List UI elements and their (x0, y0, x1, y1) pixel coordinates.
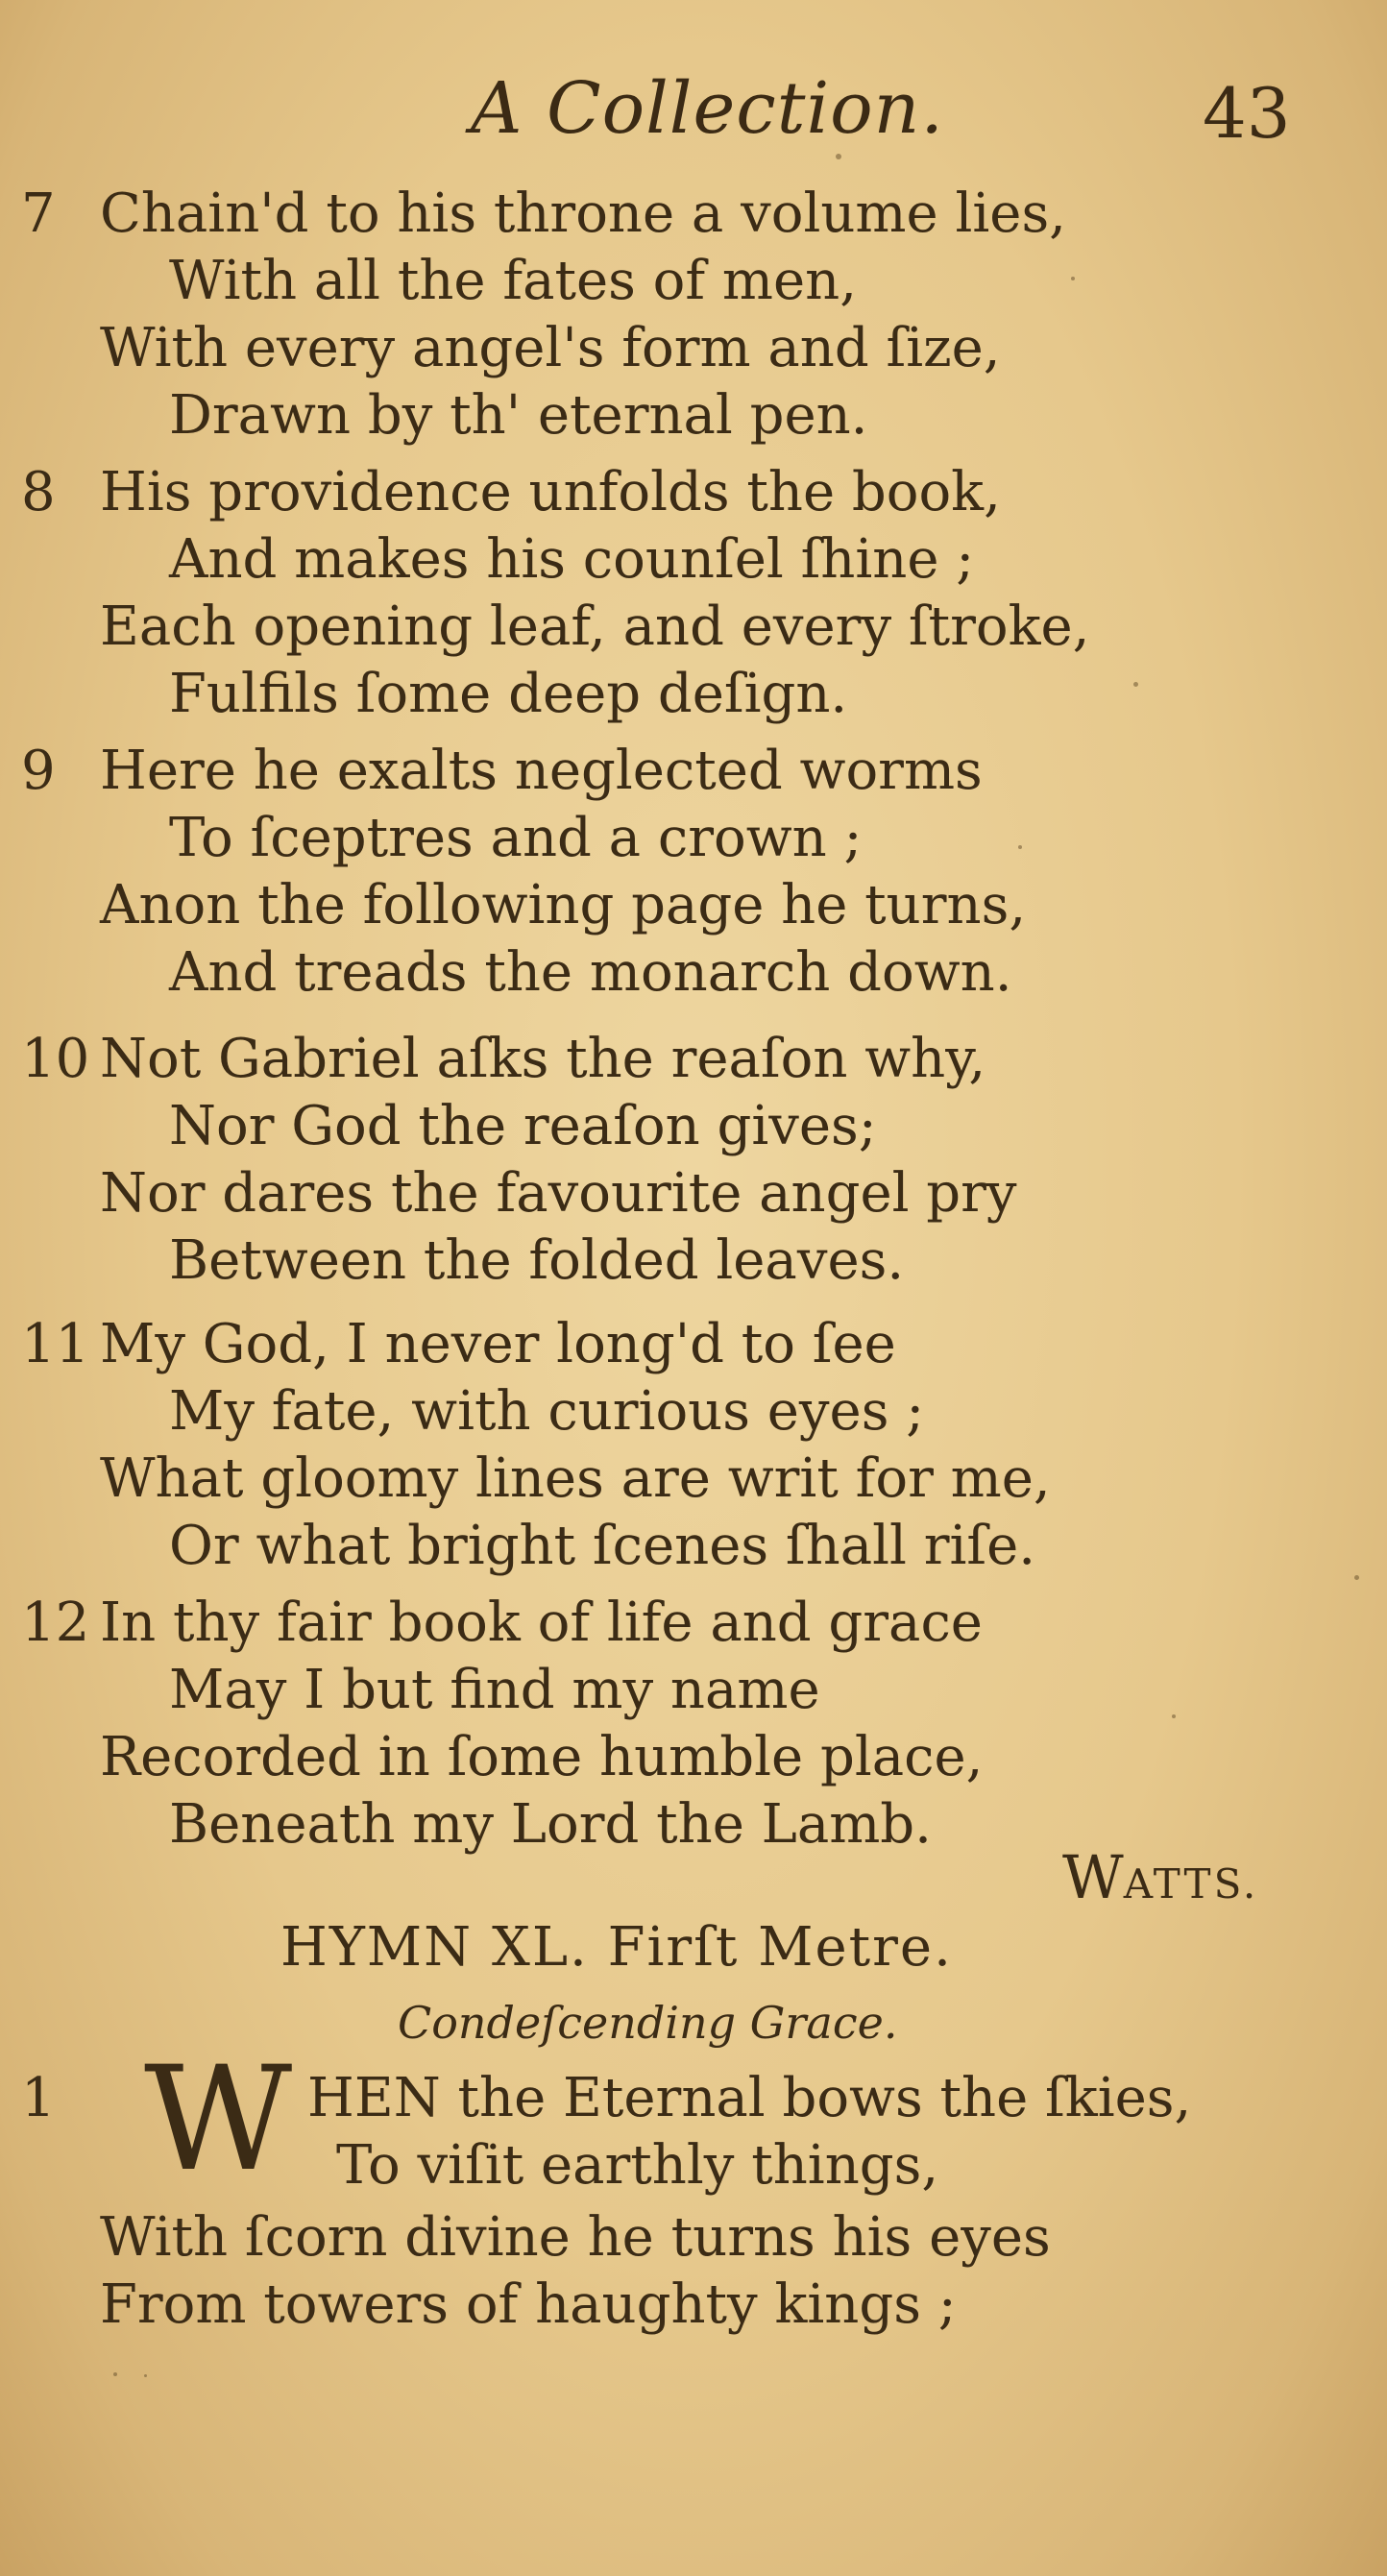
verse-line: Chain'd to his throne a volume lies, (100, 182, 1066, 245)
paper-speck (113, 2372, 117, 2376)
verse-line: HEN the Eternal bows the ſkies, (307, 2067, 1192, 2129)
verse-line: With every angel's form and ſize, (100, 317, 1001, 379)
verse-line: Drawn by th' eternal pen. (169, 384, 868, 447)
stanza-number: 9 (21, 740, 56, 802)
verse-line: Recorded in ſome humble place, (100, 1726, 984, 1788)
verse-line: Nor dares the favourite angel pry (100, 1162, 1017, 1225)
verse-line: Each opening leaf, and every ſtroke, (100, 595, 1090, 658)
verse-line: Between the folded leaves. (169, 1229, 905, 1292)
paper-speck (836, 154, 841, 159)
verse-line: His providence unfolds the book, (100, 461, 1001, 523)
attribution-initial: W (1062, 1842, 1124, 1912)
stanza-number: 7 (21, 182, 56, 245)
author-attribution (1062, 1844, 1258, 1918)
paper-speck (1133, 682, 1138, 687)
verse-line: To ſceptres and a crown ; (169, 807, 863, 869)
paper-speck (1018, 845, 1022, 849)
verse-line: With all the fates of men, (169, 250, 858, 312)
verse-line: Not Gabriel aſks the reaſon why, (100, 1028, 986, 1090)
paper-speck (1172, 1714, 1176, 1718)
hymn-subtitle: Condeſcending Grace. (398, 1997, 898, 2049)
verse-line: Beneath my Lord the Lamb. (169, 1793, 932, 1856)
paper-speck (1354, 1575, 1359, 1580)
verse-line: May I but find my name (169, 1659, 820, 1721)
stanza-number: 12 (21, 1592, 90, 1654)
stanza-number: 1 (21, 2067, 56, 2129)
verse-line: From towers of haughty kings ; (100, 2273, 957, 2336)
paper-speck (1071, 277, 1075, 280)
verse-line: Anon the following page he turns, (100, 874, 1027, 936)
verse-line: And treads the monarch down. (169, 941, 1012, 1004)
page-number: 43 (1203, 73, 1291, 154)
attribution-rest: ATTS. (1123, 1860, 1259, 1908)
hymn-heading: HYMN XL. Firſt Metre. (280, 1916, 953, 1979)
verse-line: In thy fair book of life and grace (100, 1592, 983, 1654)
stanza-number: 8 (21, 461, 56, 523)
running-title: A Collection. (471, 67, 944, 150)
verse-line: What gloomy lines are writ for me, (100, 1447, 1051, 1510)
paper-speck (144, 2374, 147, 2377)
verse-line: My God, I never long'd to ſee (100, 1313, 896, 1375)
verse-line: Fulfils ſome deep deſign. (169, 663, 848, 725)
stanza-number: 11 (21, 1313, 90, 1375)
page-header (0, 67, 1387, 173)
verse-line: Nor God the reaſon gives; (169, 1095, 877, 1157)
stanza-number: 10 (21, 1028, 90, 1090)
verse-line: And makes his counſel ſhine ; (169, 528, 975, 591)
drop-cap: W (144, 2036, 293, 2203)
verse-line: Or what bright ſcenes ſhall riſe. (169, 1515, 1036, 1577)
verse-line: Here he exalts neglected worms (100, 740, 983, 802)
verse-line: To viſit earthly things, (336, 2134, 939, 2197)
verse-line: With ſcorn divine he turns his eyes (100, 2206, 1051, 2269)
verse-line: My fate, with curious eyes ; (169, 1380, 925, 1443)
